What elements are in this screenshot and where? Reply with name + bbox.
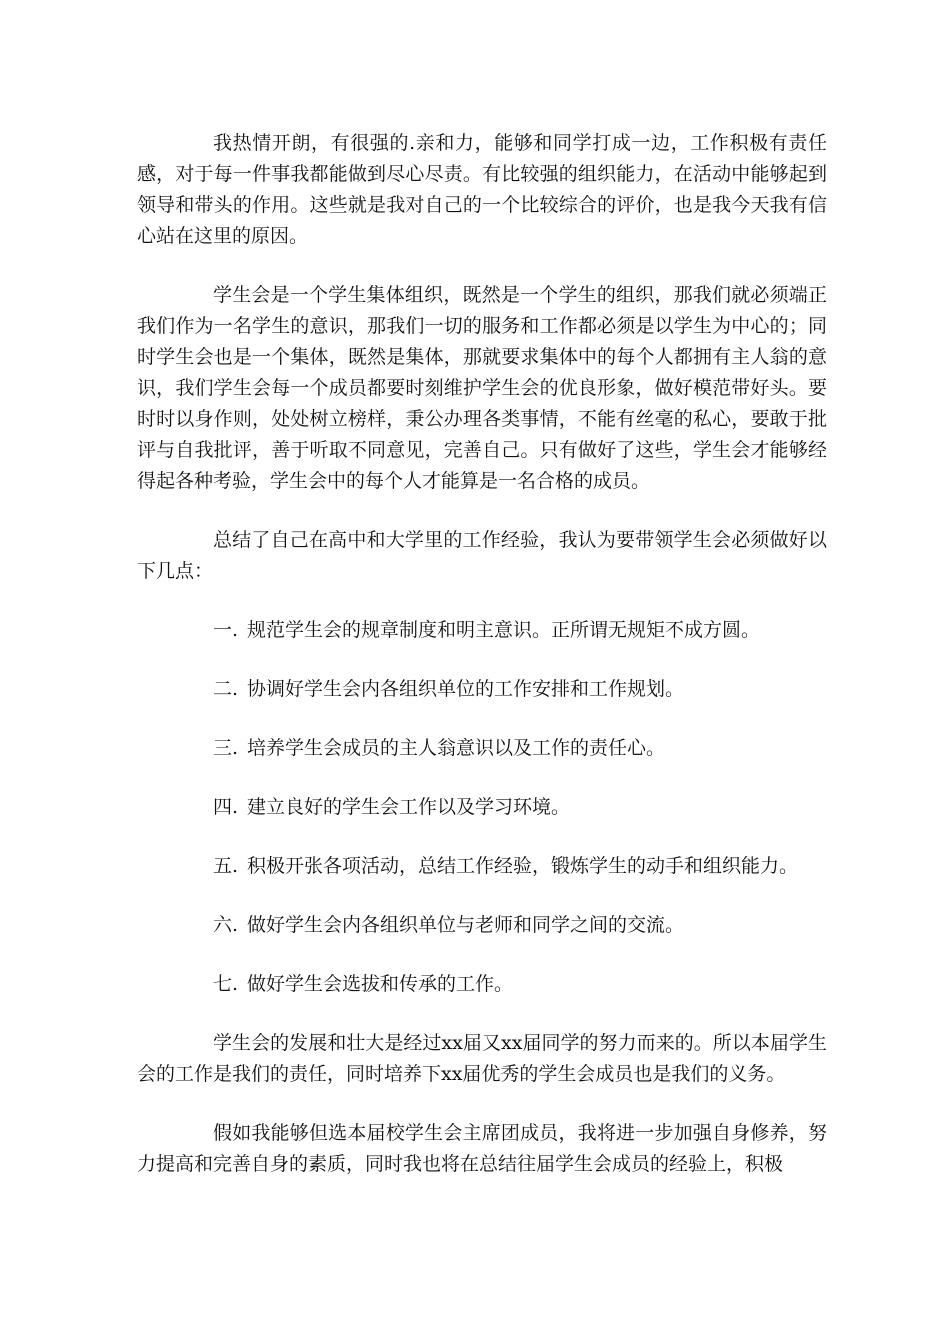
list-number: 一. [213,619,239,641]
list-text: 做好学生会内各组织单位与老师和同学之间的交流。 [247,914,685,936]
list-text: 协调好学生会内各组织单位的工作安排和工作规划。 [247,678,685,700]
list-item-4 [137,792,827,823]
list-item-1 [137,615,827,646]
paragraph-self-evaluation: 我热情开朗，有很强的.亲和力，能够和同学打成一边，工作积极有责任感，对于每一件事我都能做到尽心尽责。有比较强的组织能力，在活动中能够起到领导和带头的作用。这些就是我对自己的一个比较综合的评价，也是我今天我有信心站在这里的原因。 [137,132,827,247]
list-text: 建立良好的学生会工作以及学习环境。 [247,796,571,818]
paragraph-experience-summary: 总结了自己在高中和大学里的工作经验，我认为要带领学生会必须做好以下几点： [137,529,827,582]
list-text: 做好学生会选拔和传承的工作。 [247,973,514,995]
list-item-2 [137,674,827,705]
list-number: 四. [213,796,239,818]
list-number: 六. [213,914,239,936]
list-item-7 [137,969,827,1000]
list-text: 积极开张各项活动，总结工作经验，锻炼学生的动手和组织能力。 [247,855,799,877]
list-text: 培养学生会成员的主人翁意识以及工作的责任心。 [247,737,666,759]
list-item-5 [137,851,827,882]
list-item-3 [137,733,827,764]
list-number: 五. [213,855,239,877]
paragraph-student-union-nature: 学生会是一个学生集体组织，既然是一个学生的组织，那我们就必须端正我们作为一名学生的意识，那我们一切的服务和工作都必须是以学生为中心的；同时学生会也是一个集体，既然是集体，那就要求集体中的每个人都拥有主人翁的意识，我们学生会每一个成员都要时刻维护学生会的优良形象，做好模范带好头。要时时以身作则，处处树立榜样，秉公办理各类事情，不能有丝毫的私心，要敢于批评与自我批评，善于听取不同意见，完善自己。只有做好了这些，学生会才能够经得起各种考验，学生会中的每个人才能算是一名合格的成员。 [137,284,827,492]
paragraph-commitment: 假如我能够但选本届校学生会主席团成员，我将进一步加强自身修养，努力提高和完善自身的素质，同时我也将在总结往届学生会成员的经验上，积极 [137,1122,827,1175]
list-number: 二. [213,678,239,700]
list-item-6 [137,910,827,941]
list-number: 三. [213,737,239,759]
list-text: 规范学生会的规章制度和明主意识。正所谓无规矩不成方圆。 [247,619,761,641]
list-number: 七. [213,973,239,995]
paragraph-development: 学生会的发展和壮大是经过xx届又xx届同学的努力而来的。所以本届学生会的工作是我们的责任，同时培养下xx届优秀的学生会成员也是我们的义务。 [137,1032,827,1085]
document-body [137,128,827,1208]
